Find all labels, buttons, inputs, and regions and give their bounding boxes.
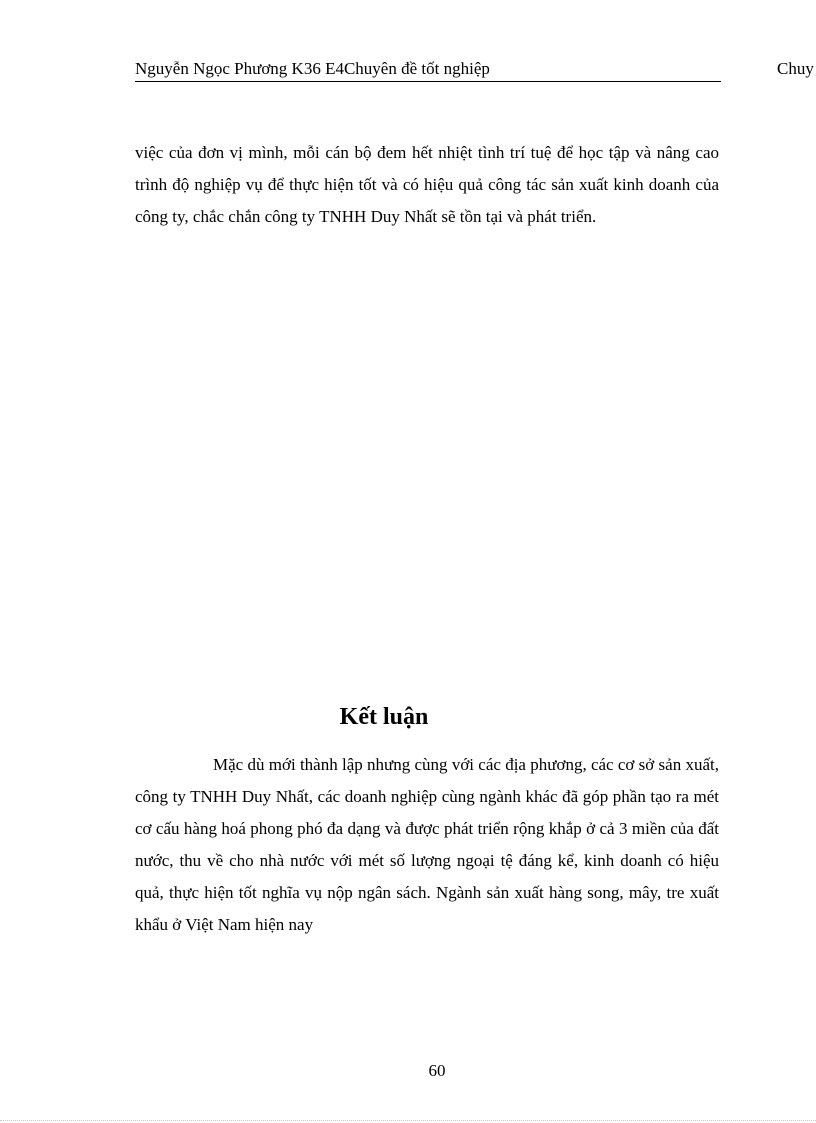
page-bottom-divider (0, 1120, 816, 1121)
running-header: Nguyễn Ngọc Phương K36 E4Chuyên đề tốt nghiệp (135, 58, 721, 82)
section-title: Kết luận (339, 704, 429, 730)
running-header-overflow: Chuy (777, 59, 814, 78)
page-number: 60 (428, 1061, 446, 1080)
body-paragraph-2: Mặc dù mới thành lập nhưng cùng với các địa phương, các cơ sở sản xuất, công ty TNHH Duy Nhất, các doanh nghiệp cùng ngành khác đã góp phần tạo ra mét cơ cấu hàng hoá phong phó đa dạng và được phát triển rộng khắp ở cả 3 miền của đất nước, thu về cho nhà nước với mét số lượng ngoại tệ đáng kể, kinh doanh có hiệu quả, thực hiện tốt nghĩa vụ nộp ngân sách. Ngành sản xuất hàng song, mây, tre xuất khẩu ở Việt Nam hiện nay (135, 755, 719, 934)
body-paragraph-1: việc của đơn vị mình, mỗi cán bộ đem hết nhiệt tình trí tuệ để học tập và nâng cao trình độ nghiệp vụ để thực hiện tốt và có hiệu quả công tác sản xuất kinh doanh của công ty, chắc chắn công ty TNHH Duy Nhất sẽ tồn tại và phát triển. (135, 143, 719, 226)
